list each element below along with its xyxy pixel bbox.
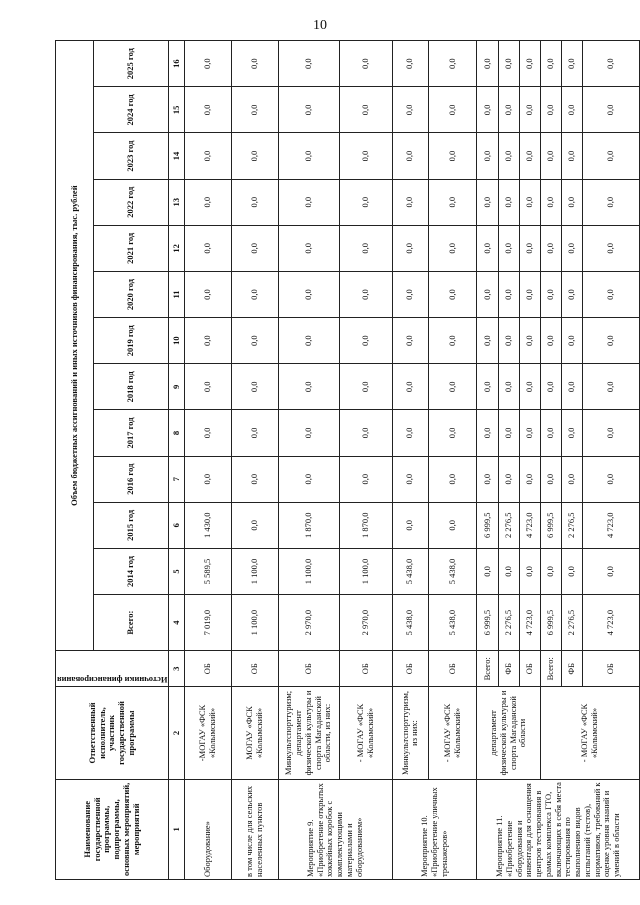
year-value-cell: 0,0: [540, 456, 561, 502]
year-value-cell: 0,0: [583, 179, 640, 225]
column-number: 5: [169, 548, 185, 594]
executor-cell: -МОГАУ «ФСК «Колымский»: [185, 687, 232, 779]
year-value-cell: 0,0: [562, 179, 583, 225]
column-number: 8: [169, 410, 185, 456]
header-year: 2023 год: [93, 133, 169, 179]
year-value-cell: 0,0: [583, 87, 640, 133]
year-value-cell: 0,0: [232, 41, 279, 87]
year-value-cell: 0,0: [278, 364, 339, 410]
year-value-cell: 0,0: [339, 133, 392, 179]
year-value-cell: 0,0: [278, 87, 339, 133]
year-value-cell: 0,0: [540, 133, 561, 179]
year-value-cell: 0,0: [477, 179, 498, 225]
year-value-cell: 0,0: [278, 133, 339, 179]
year-value-cell: 0,0: [392, 225, 428, 271]
year-value-cell: 0,0: [498, 41, 519, 87]
table-row: [232, 41, 279, 880]
year-value-cell: 0,0: [392, 318, 428, 364]
column-number: 15: [169, 87, 185, 133]
year-value-cell: 0,0: [519, 133, 540, 179]
year-value-cell: 0,0: [392, 410, 428, 456]
year-value-cell: 0,0: [498, 133, 519, 179]
year-value-cell: 0,0: [498, 271, 519, 317]
year-value-cell: 0,0: [278, 179, 339, 225]
year-value-cell: 0,0: [339, 456, 392, 502]
year-value-cell: 0,0: [562, 548, 583, 594]
year-value-cell: 0,0: [278, 41, 339, 87]
column-number: 3: [169, 651, 185, 687]
total-value-cell: 6 999,5: [540, 595, 561, 651]
year-value-cell: 0,0: [583, 133, 640, 179]
table-row: [339, 41, 392, 880]
year-value-cell: 5 438,0: [428, 548, 477, 594]
year-value-cell: 0,0: [519, 410, 540, 456]
year-value-cell: 0,0: [477, 225, 498, 271]
header-total: Всего:: [93, 595, 169, 651]
header-funding-source: [56, 651, 169, 687]
total-value-cell: 4 723,0: [583, 595, 640, 651]
year-value-cell: 0,0: [562, 456, 583, 502]
executor-cell: Минкультспорттуризм, из них:: [392, 687, 428, 779]
year-value-cell: 0,0: [428, 410, 477, 456]
header-year: 2025 год: [93, 41, 169, 87]
year-value-cell: 0,0: [477, 456, 498, 502]
year-value-cell: 0,0: [477, 133, 498, 179]
year-value-cell: 0,0: [477, 271, 498, 317]
year-value-cell: 0,0: [185, 410, 232, 456]
header-year: 2014 год: [93, 548, 169, 594]
year-value-cell: 0,0: [519, 364, 540, 410]
year-value-cell: 0,0: [562, 87, 583, 133]
year-value-cell: 0,0: [562, 410, 583, 456]
year-value-cell: 0,0: [519, 271, 540, 317]
funding-source-cell: ОБ: [392, 651, 428, 687]
budget-table-wrapper: [55, 40, 622, 880]
year-value-cell: 0,0: [583, 548, 640, 594]
year-value-cell: 0,0: [562, 318, 583, 364]
year-value-cell: 0,0: [498, 456, 519, 502]
year-value-cell: 0,0: [185, 179, 232, 225]
funding-source-cell: ФБ: [498, 651, 519, 687]
column-number: 16: [169, 41, 185, 87]
executor-cell: департамент физической культуры и спорта Магаданской области: [477, 687, 540, 779]
year-value-cell: 0,0: [583, 364, 640, 410]
header-year: 2021 год: [93, 225, 169, 271]
year-value-cell: 5 438,0: [392, 548, 428, 594]
year-value-cell: 0,0: [392, 133, 428, 179]
year-value-cell: 0,0: [583, 41, 640, 87]
total-value-cell: 4 723,0: [519, 595, 540, 651]
year-value-cell: 0,0: [428, 456, 477, 502]
total-value-cell: 2 276,5: [498, 595, 519, 651]
program-name-cell: Мероприятие 9. «Приобретение открытых хоккейных коробок с комплектующими материалами и оборудованием»: [278, 779, 392, 879]
year-value-cell: 0,0: [339, 271, 392, 317]
column-number: 1: [169, 779, 185, 879]
table-row: [185, 41, 232, 880]
year-value-cell: 0,0: [392, 364, 428, 410]
year-value-cell: 0,0: [428, 41, 477, 87]
year-value-cell: 0,0: [232, 179, 279, 225]
year-value-cell: 1 100,0: [339, 548, 392, 594]
funding-source-cell: ОБ: [339, 651, 392, 687]
year-value-cell: 0,0: [339, 318, 392, 364]
year-value-cell: 0,0: [498, 225, 519, 271]
year-value-cell: 0,0: [428, 318, 477, 364]
year-value-cell: 0,0: [278, 225, 339, 271]
year-value-cell: 0,0: [232, 364, 279, 410]
year-value-cell: 0,0: [185, 271, 232, 317]
year-value-cell: 1 100,0: [232, 548, 279, 594]
year-value-cell: 0,0: [583, 318, 640, 364]
table-row: [477, 41, 498, 880]
total-value-cell: 2 970,0: [278, 595, 339, 651]
header-year: 2017 год: [93, 410, 169, 456]
year-value-cell: 0,0: [232, 502, 279, 548]
year-value-cell: 0,0: [339, 87, 392, 133]
year-value-cell: 2 276,5: [562, 502, 583, 548]
year-value-cell: 0,0: [232, 271, 279, 317]
header-year: 2020 год: [93, 271, 169, 317]
year-value-cell: 0,0: [185, 87, 232, 133]
year-value-cell: 0,0: [477, 364, 498, 410]
year-value-cell: 0,0: [562, 133, 583, 179]
year-value-cell: 0,0: [232, 87, 279, 133]
year-value-cell: 0,0: [519, 179, 540, 225]
year-value-cell: 0,0: [540, 225, 561, 271]
year-value-cell: 0,0: [428, 364, 477, 410]
year-value-cell: 0,0: [498, 318, 519, 364]
year-value-cell: 1 100,0: [278, 548, 339, 594]
year-value-cell: 0,0: [185, 41, 232, 87]
year-value-cell: 0,0: [232, 133, 279, 179]
column-number: 6: [169, 502, 185, 548]
budget-table: [55, 40, 640, 880]
year-value-cell: 0,0: [392, 456, 428, 502]
executor-cell: Минкультспорттуризм; департамент физической культуры и спорта Магаданской области, из них:: [278, 687, 339, 779]
table-row: [392, 41, 428, 880]
year-value-cell: 0,0: [519, 456, 540, 502]
year-value-cell: 0,0: [185, 364, 232, 410]
year-value-cell: 0,0: [519, 41, 540, 87]
year-value-cell: 0,0: [519, 318, 540, 364]
year-value-cell: 0,0: [540, 271, 561, 317]
year-value-cell: 0,0: [583, 410, 640, 456]
total-value-cell: 7 019,0: [185, 595, 232, 651]
column-number: 7: [169, 456, 185, 502]
year-value-cell: 0,0: [232, 318, 279, 364]
year-value-cell: 0,0: [519, 225, 540, 271]
year-value-cell: 0,0: [339, 410, 392, 456]
year-value-cell: 0,0: [540, 410, 561, 456]
year-value-cell: 0,0: [278, 271, 339, 317]
year-value-cell: 0,0: [185, 318, 232, 364]
year-value-cell: 0,0: [392, 502, 428, 548]
column-number: 14: [169, 133, 185, 179]
year-value-cell: 1 430,0: [185, 502, 232, 548]
executor-cell: - МОГАУ «ФСК «Колымский»: [540, 687, 640, 779]
year-value-cell: 0,0: [519, 87, 540, 133]
year-value-cell: 0,0: [428, 133, 477, 179]
year-value-cell: 0,0: [519, 548, 540, 594]
year-value-cell: 0,0: [583, 456, 640, 502]
year-value-cell: 0,0: [185, 225, 232, 271]
column-number: 4: [169, 595, 185, 651]
year-value-cell: 0,0: [562, 41, 583, 87]
executor-cell: - МОГАУ «ФСК «Колымский»: [339, 687, 392, 779]
funding-source-cell: ФБ: [562, 651, 583, 687]
year-value-cell: 0,0: [339, 225, 392, 271]
year-value-cell: 0,0: [540, 548, 561, 594]
column-number: 13: [169, 179, 185, 225]
table-body: [185, 41, 640, 880]
table-row: [428, 41, 477, 880]
year-value-cell: 0,0: [232, 410, 279, 456]
total-value-cell: 1 100,0: [232, 595, 279, 651]
year-value-cell: 0,0: [540, 318, 561, 364]
year-value-cell: 1 870,0: [339, 502, 392, 548]
total-value-cell: 2 970,0: [339, 595, 392, 651]
table-row: [540, 41, 561, 880]
header-year: 2019 год: [93, 318, 169, 364]
year-value-cell: 0,0: [540, 87, 561, 133]
program-name-cell: в том числе для сельских населенных пунктов: [232, 779, 279, 879]
year-value-cell: 0,0: [498, 179, 519, 225]
funding-source-cell: ОБ: [428, 651, 477, 687]
table-row: [278, 41, 339, 880]
year-value-cell: 4 723,0: [519, 502, 540, 548]
year-value-cell: 0,0: [428, 271, 477, 317]
program-name-cell: Мероприятие 10. «Приобретение уличных тренажеров»: [392, 779, 477, 879]
year-value-cell: 0,0: [583, 271, 640, 317]
program-name-cell: Мероприятие 11. «Приобретение оборудования и инвентаря для оснащения центров тестирования в рамках комплекса ГТО, включающих в себя места тестирования по выполнению видов испытаний (тестов), нормативов, требований к оценке уровня знаний и умений в области: [477, 779, 640, 879]
year-value-cell: 4 723,0: [583, 502, 640, 548]
year-value-cell: 0,0: [392, 179, 428, 225]
column-number: 11: [169, 271, 185, 317]
year-value-cell: 0,0: [428, 502, 477, 548]
year-value-cell: 0,0: [540, 364, 561, 410]
header-year: 2016 год: [93, 456, 169, 502]
year-value-cell: 0,0: [232, 225, 279, 271]
funding-source-cell: ОБ: [232, 651, 279, 687]
year-value-cell: 0,0: [392, 271, 428, 317]
column-number: 9: [169, 364, 185, 410]
funding-source-cell: ОБ: [185, 651, 232, 687]
year-value-cell: 0,0: [562, 364, 583, 410]
year-value-cell: 0,0: [477, 87, 498, 133]
year-value-cell: 0,0: [562, 271, 583, 317]
page-number: 10: [313, 18, 327, 33]
year-value-cell: 2 276,5: [498, 502, 519, 548]
program-name-cell: Оборудование»: [185, 779, 232, 879]
year-value-cell: 6 999,5: [477, 502, 498, 548]
funding-source-cell: Всего:: [477, 651, 498, 687]
funding-source-cell: ОБ: [583, 651, 640, 687]
header-funding-source-text: Источники финансирования: [57, 675, 168, 686]
year-value-cell: 0,0: [540, 179, 561, 225]
total-value-cell: 5 438,0: [392, 595, 428, 651]
year-value-cell: 0,0: [428, 87, 477, 133]
year-value-cell: 0,0: [477, 410, 498, 456]
funding-source-cell: ОБ: [519, 651, 540, 687]
year-value-cell: 6 999,5: [540, 502, 561, 548]
year-value-cell: 0,0: [392, 87, 428, 133]
funding-source-cell: ОБ: [278, 651, 339, 687]
year-value-cell: 0,0: [428, 179, 477, 225]
year-value-cell: 5 589,5: [185, 548, 232, 594]
executor-cell: МОГАУ «ФСК «Колымский»: [232, 687, 279, 779]
executor-cell: - МОГАУ «ФСК «Колымский»: [428, 687, 477, 779]
header-year: 2015 год: [93, 502, 169, 548]
header-year: 2018 год: [93, 364, 169, 410]
year-value-cell: 0,0: [477, 548, 498, 594]
year-value-cell: 0,0: [185, 133, 232, 179]
year-value-cell: 0,0: [232, 456, 279, 502]
year-value-cell: 0,0: [562, 225, 583, 271]
year-value-cell: 0,0: [278, 318, 339, 364]
year-value-cell: 0,0: [339, 179, 392, 225]
total-value-cell: 6 999,5: [477, 595, 498, 651]
column-number: 10: [169, 318, 185, 364]
year-value-cell: 0,0: [339, 364, 392, 410]
year-value-cell: 0,0: [498, 410, 519, 456]
year-value-cell: 0,0: [339, 41, 392, 87]
year-value-cell: 0,0: [498, 364, 519, 410]
total-value-cell: 2 276,5: [562, 595, 583, 651]
funding-source-cell: Всего:: [540, 651, 561, 687]
header-year: 2024 год: [93, 87, 169, 133]
header-year: 2022 год: [93, 179, 169, 225]
year-value-cell: 0,0: [583, 225, 640, 271]
total-value-cell: 5 438,0: [428, 595, 477, 651]
header-budget-group: Объем бюджетных ассигнований и иных источников финансирования, тыс. рублей: [56, 41, 94, 651]
year-value-cell: 0,0: [477, 41, 498, 87]
year-value-cell: 0,0: [392, 41, 428, 87]
column-numbers-row: [169, 41, 185, 880]
year-value-cell: 0,0: [278, 410, 339, 456]
header-executor: Ответственный исполнитель, участник государственной программы: [56, 687, 169, 779]
year-value-cell: 0,0: [540, 41, 561, 87]
column-number: 2: [169, 687, 185, 779]
year-value-cell: 0,0: [477, 318, 498, 364]
year-value-cell: 1 870,0: [278, 502, 339, 548]
year-value-cell: 0,0: [498, 548, 519, 594]
year-value-cell: 0,0: [428, 225, 477, 271]
year-value-cell: 0,0: [185, 456, 232, 502]
year-value-cell: 0,0: [278, 456, 339, 502]
header-program-name: Наименование государственной программы, подпрограммы, основных мероприятий, мероприятий: [56, 779, 169, 879]
column-number: 12: [169, 225, 185, 271]
year-value-cell: 0,0: [498, 87, 519, 133]
